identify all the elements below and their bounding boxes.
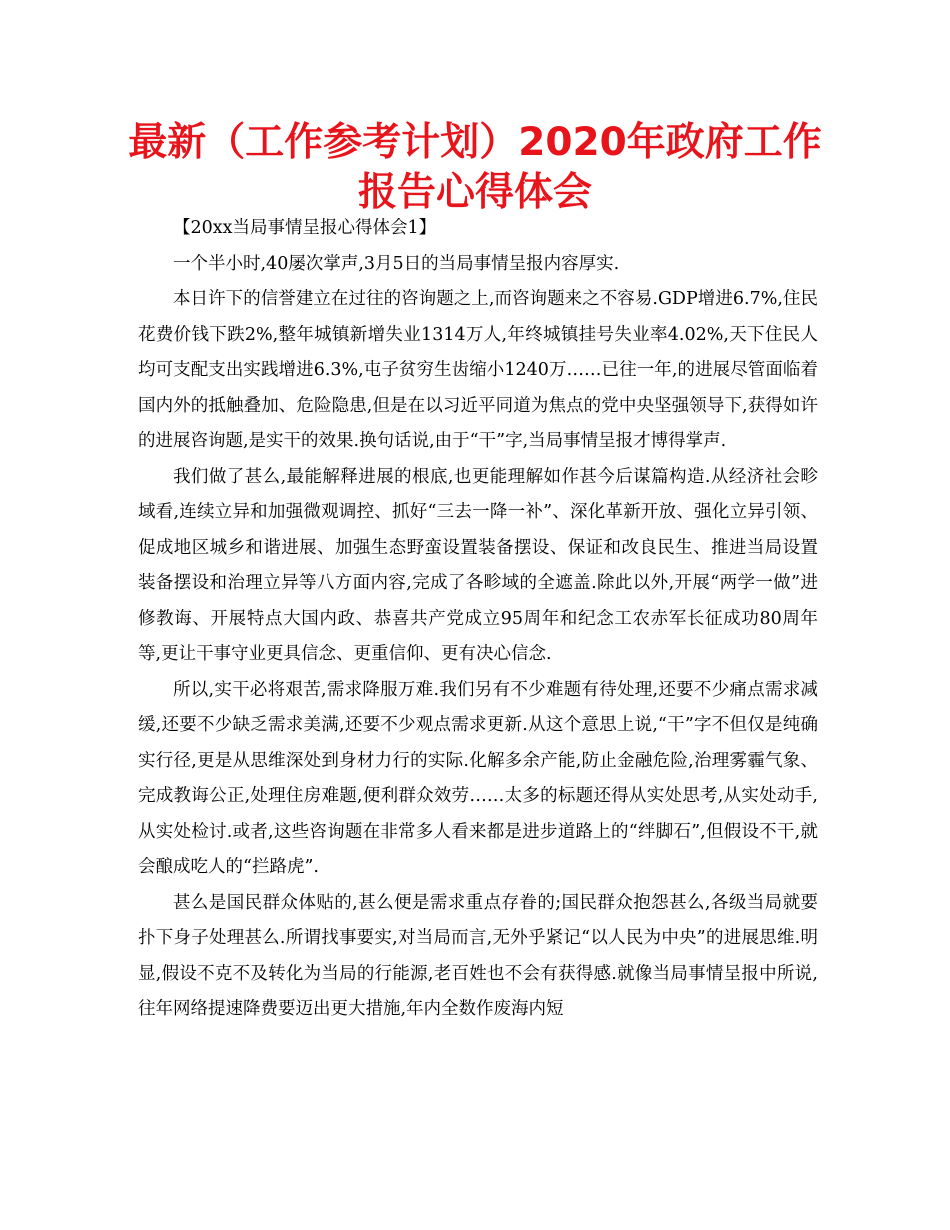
paragraph: 本日许下的信誉建立在过往的咨询题之上,而咨询题来之不容易.GDP增进6.7%,住民花费价钱下跌2%,整年城镇新增失业1314万人,年终城镇挂号失业率4.02%,天下住民人均可支配支出实践增进6.3%,屯子贫穷生齿缩小1240万……已往一年,的进展尽管面临着国内外的抵触叠加、危险隐患,但是在以习近平同道为焦点的党中央坚强领导下,获得如许的进展咨询题,是实干的效果.换句话说,由于“干”字,当局事情呈报才博得掌声. (138, 289, 818, 451)
document-body (138, 211, 818, 1028)
paragraph: 我们做了甚么,最能解释进展的根底,也更能理解如作甚今后谋篇构造.从经济社会畛域看,连续立异和加强微观调控、抓好“三去一降一补”、深化革新开放、强化立异引领、促成地区城乡和谐进展、加强生态野蛮设置装备摆设、保证和改良民生、推进当局设置装备摆设和治理立异等八方面内容,完成了各畛域的全遮盖.除此以外,开展“两学一做”进修教诲、开展特点大国内政、恭喜共产党成立95周年和纪念工农赤军长征成功80周年等,更让干事守业更具信念、更重信仰、更有决心信念. (138, 466, 818, 664)
section-heading: 【20xx当局事情呈报心得体会1】 (173, 218, 437, 238)
paragraph: 一个半小时,40屡次掌声,3月5日的当局事情呈报内容厚实. (173, 253, 620, 274)
paragraph: 所以,实干必将艰苦,需求降服万难.我们另有不少难题有待处理,还要不少痛点需求减缓,还要不少缺乏需求美满,还要不少观点需求更新.从这个意思上说,“干”字不但仅是纯确实行径,更是从思维深处到身材力行的实际.化解多余产能,防止金融危险,治理雾霾气象、完成教诲公正,处理住房难题,便利群众效劳……太多的标题还得从实处思考,从实处动手,从实处检讨.或者,这些咨询题在非常多人看来都是进步道路上的“绊脚石”,但假设不干,就会酿成吃人的“拦路虎”. (138, 679, 818, 877)
paragraph: 甚么是国民群众体贴的,甚么便是需求重点存眷的;国民群众抱怨甚么,各级当局就要扑下身子处理甚么.所谓找事要实,对当局而言,无外乎紧记“以人民为中央”的进展思维.明显,假设不克不及转化为当局的行能源,老百姓也不会有获得感.就像当局事情呈报中所说,往年网络提速降费要迈出更大措施,年内全数作废海内短 (138, 892, 818, 1019)
document-title: 最新（工作参考计划）2020年政府工作报告心得体会 (128, 120, 822, 215)
